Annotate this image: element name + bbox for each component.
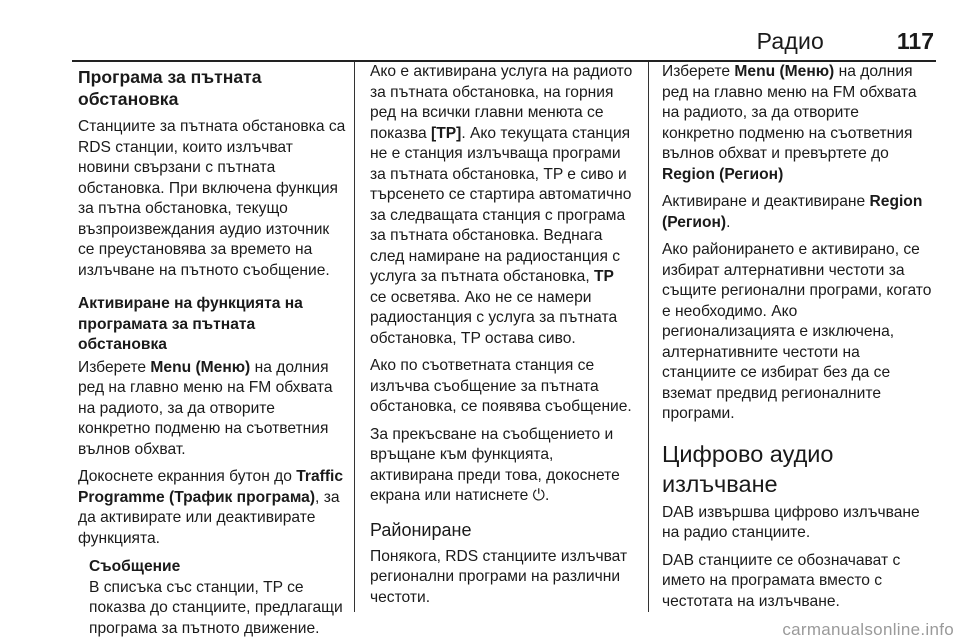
announcement-paragraph: Ако по съответната станция се излъчва съобщение за пътната обстановка, се появява съобщение. — [370, 357, 632, 415]
region-term: Region (Регион) — [662, 165, 784, 183]
page-header — [72, 24, 936, 62]
tp-service-paragraph: Ако е активирана услуга на радиото за пътната обстановка, на горния ред на всички главни менюта се показва [TP]. Ако текущата станция не е станция излъчваща програми за пътната обстановка, TP е сиво и търсенето се стартира автоматично за следващата станция с програма за пътната обстановка. Веднага след намиране на радиостанция с услуга за пътната обстановка, TP се осветява. Ако не се намери радиостанция с услуга за пътната обстановка, TP остава сиво. — [370, 63, 633, 347]
select-menu-paragraph: Изберете Menu (Меню) на долния ред на главно меню на FM обхвата на радиото, за да отворите конкретно подменю на съответния вълнов обхват. — [78, 358, 333, 458]
touch-button-paragraph: Докоснете екранния бутон до Traffic Programme (Трафик програма), за да активирате или деактивирате функцията. — [78, 468, 344, 547]
column-3 — [662, 62, 932, 619]
traffic-intro-paragraph: Станциите за пътната обстановка са RDS станции, които излъчват новини свързани с пътната обстановка. При включена функция за пътна обстановка, текущо възпроизвеждания аудио източник се преустановява за времето на излъчване на пътното съобщение. — [78, 118, 346, 279]
region-term: Region (Регион) — [662, 193, 923, 231]
note-box — [89, 557, 348, 639]
region-menu-paragraph: Изберете Menu (Меню) на долния ред на главно меню на FM обхвата на радиото, за да отворите конкретно подменю на съответния вълнов обхват и превъртете до Region (Регион) — [662, 63, 917, 183]
note-text: В списъка със станции, TP се показва до станциите, предлагащи програма за пътното движение. — [89, 578, 343, 637]
watermark: carmanualsonline.info — [782, 620, 954, 639]
menu-term: Menu (Меню) — [734, 63, 835, 80]
column-1 — [78, 62, 348, 639]
dab-paragraph-2: DAB станциите се обозначават с името на програмата вместо с честотата на излъчване. — [662, 551, 901, 610]
note-title: Съобщение — [89, 558, 181, 575]
activate-function-heading: Активиране на функцията на програмата за пътната обстановка — [78, 295, 303, 353]
traffic-programme-term: Traffic Programme (Трафик програма) — [78, 468, 344, 506]
power-icon: ⏻ — [532, 487, 545, 504]
menu-term: Menu (Меню) — [150, 358, 251, 376]
traffic-programme-heading: Програма за пътната обстановка — [78, 67, 262, 109]
regionalisation-heading: Райониране — [370, 519, 472, 540]
region-explanation-paragraph: Ако районирането е активирано, се избират алтернативни честоти за същите регионални програми, когато е необходимо. Ако регионализацията е изключена, алтернативните честоти на станциите се избират без да се вземат предвид регионалните програми. — [662, 241, 932, 422]
tp-indicator-term: [TP] — [431, 124, 462, 142]
column-divider — [648, 62, 649, 612]
toggle-region-paragraph: Активиране и деактивиране Region (Регион). — [662, 193, 923, 231]
column-2 — [370, 62, 634, 615]
page-number: 117 — [896, 28, 934, 54]
regionalisation-paragraph: Понякога, RDS станциите излъчват регионални програми на различни честоти. — [370, 547, 628, 606]
dab-heading: Цифрово аудио излъчване — [662, 440, 834, 497]
dab-paragraph-1: DAB извършва цифрово излъчване на радио станциите. — [662, 503, 920, 541]
column-divider — [354, 62, 355, 612]
tp-term: TP — [594, 268, 614, 285]
section-title: Радио — [756, 28, 824, 54]
interrupt-paragraph: За прекъсване на съобщението и връщане към функцията, активирана преди това, докоснете екрана или натиснете ⏻. — [370, 425, 620, 504]
